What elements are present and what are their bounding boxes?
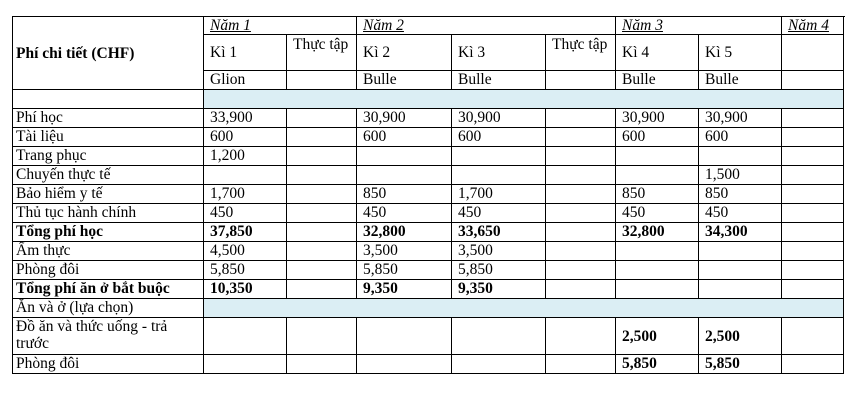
- table-row: [13, 261, 844, 280]
- value-cell: [287, 147, 357, 166]
- value-cell: [782, 204, 844, 223]
- campus-cell: [287, 71, 357, 90]
- value-cell: [287, 109, 357, 128]
- row-label: Tài liệu: [13, 128, 204, 147]
- campus-cell: Bulle: [616, 71, 699, 90]
- value-cell: 34,300: [699, 223, 782, 242]
- value-cell: 3,500: [357, 242, 452, 261]
- value-cell: 4,500: [204, 242, 287, 261]
- value-cell: [616, 147, 699, 166]
- value-cell: 32,800: [357, 223, 452, 242]
- value-cell: [546, 204, 616, 223]
- value-cell: 5,850: [699, 355, 782, 374]
- value-cell: [287, 166, 357, 185]
- value-cell: [782, 280, 844, 299]
- value-cell: [357, 355, 452, 374]
- value-cell: [616, 166, 699, 185]
- term-header: Kì 2: [357, 35, 452, 71]
- campus-cell: [546, 71, 616, 90]
- shaded-spacer: [204, 90, 844, 109]
- value-cell: [546, 223, 616, 242]
- value-cell: [546, 318, 616, 355]
- value-cell: [452, 355, 546, 374]
- value-cell: 600: [357, 128, 452, 147]
- value-cell: [782, 261, 844, 280]
- term-header: Thực tập: [546, 35, 616, 71]
- value-cell: 600: [452, 128, 546, 147]
- row-label: Phí học: [13, 109, 204, 128]
- value-cell: [452, 166, 546, 185]
- value-cell: [782, 185, 844, 204]
- row-label: Phòng đôi: [13, 355, 204, 374]
- value-cell: [546, 355, 616, 374]
- row-label: Đồ ăn và thức uống - trả trước: [13, 318, 204, 355]
- value-cell: [546, 242, 616, 261]
- value-cell: [204, 166, 287, 185]
- term-header: Kì 5: [699, 35, 782, 71]
- value-cell: [452, 147, 546, 166]
- value-cell: 33,900: [204, 109, 287, 128]
- year-2-header: Năm 2: [357, 17, 616, 35]
- value-cell: [287, 223, 357, 242]
- row-label: Ẩm thực: [13, 242, 204, 261]
- value-cell: 33,650: [452, 223, 546, 242]
- campus-cell: Bulle: [699, 71, 782, 90]
- value-cell: 9,350: [357, 280, 452, 299]
- term-header: Thực tập: [287, 35, 357, 71]
- shaded-spacer: [204, 299, 844, 318]
- value-cell: 600: [616, 128, 699, 147]
- value-cell: [357, 166, 452, 185]
- value-cell: 32,800: [616, 223, 699, 242]
- term-header: Kì 3: [452, 35, 546, 71]
- table-row: [13, 147, 844, 166]
- value-cell: 850: [357, 185, 452, 204]
- value-cell: 850: [699, 185, 782, 204]
- value-cell: [287, 261, 357, 280]
- campus-cell: Glion: [204, 71, 287, 90]
- value-cell: [546, 280, 616, 299]
- value-cell: 30,900: [616, 109, 699, 128]
- table-row: [13, 318, 844, 355]
- year-4-header: Năm 4: [782, 17, 844, 35]
- value-cell: [782, 128, 844, 147]
- term-header: Kì 1: [204, 35, 287, 71]
- value-cell: 5,850: [204, 261, 287, 280]
- value-cell: 2,500: [699, 318, 782, 355]
- table-row: [13, 299, 844, 318]
- value-cell: 450: [452, 204, 546, 223]
- value-cell: 600: [699, 128, 782, 147]
- row-label: Phòng đôi: [13, 261, 204, 280]
- value-cell: [782, 223, 844, 242]
- value-cell: [782, 355, 844, 374]
- value-cell: 1,500: [699, 166, 782, 185]
- value-cell: [546, 261, 616, 280]
- campus-cell: Bulle: [357, 71, 452, 90]
- value-cell: 9,350: [452, 280, 546, 299]
- value-cell: [357, 147, 452, 166]
- table-row: [13, 280, 844, 299]
- value-cell: 450: [699, 204, 782, 223]
- value-cell: [287, 128, 357, 147]
- table-row: [13, 166, 844, 185]
- table-row: [13, 109, 844, 128]
- value-cell: 10,350: [204, 280, 287, 299]
- value-cell: [357, 318, 452, 355]
- value-cell: [616, 242, 699, 261]
- value-cell: 5,850: [616, 355, 699, 374]
- value-cell: [699, 261, 782, 280]
- value-cell: [782, 109, 844, 128]
- value-cell: [287, 280, 357, 299]
- value-cell: 850: [616, 185, 699, 204]
- value-cell: [782, 147, 844, 166]
- value-cell: [782, 166, 844, 185]
- value-cell: [546, 147, 616, 166]
- value-cell: [287, 318, 357, 355]
- value-cell: [546, 109, 616, 128]
- value-cell: 1,700: [452, 185, 546, 204]
- value-cell: [287, 185, 357, 204]
- campus-cell: [782, 71, 844, 90]
- value-cell: 30,900: [357, 109, 452, 128]
- value-cell: [699, 147, 782, 166]
- value-cell: 450: [616, 204, 699, 223]
- value-cell: [287, 204, 357, 223]
- spacer-label-cell: [13, 90, 204, 109]
- header-label: Phí chi tiết (CHF): [13, 17, 204, 90]
- row-label: Thủ tục hành chính: [13, 204, 204, 223]
- value-cell: [546, 185, 616, 204]
- value-cell: [204, 355, 287, 374]
- value-cell: 1,200: [204, 147, 287, 166]
- value-cell: 600: [204, 128, 287, 147]
- value-cell: [546, 128, 616, 147]
- value-cell: 2,500: [616, 318, 699, 355]
- value-cell: 450: [357, 204, 452, 223]
- row-label: Tổng phí học: [13, 223, 204, 242]
- value-cell: [204, 318, 287, 355]
- value-cell: 37,850: [204, 223, 287, 242]
- table-row: [13, 185, 844, 204]
- campus-cell: Bulle: [452, 71, 546, 90]
- fee-table: [12, 16, 844, 374]
- row-label: Tổng phí ăn ở bắt buộc: [13, 280, 204, 299]
- term-header: Kì 4: [616, 35, 699, 71]
- row-label: Ăn và ở (lựa chọn): [13, 299, 204, 318]
- value-cell: 30,900: [452, 109, 546, 128]
- row-label: Trang phục: [13, 147, 204, 166]
- value-cell: [782, 318, 844, 355]
- row-label: Chuyến thực tế: [13, 166, 204, 185]
- value-cell: [546, 166, 616, 185]
- value-cell: 3,500: [452, 242, 546, 261]
- table-row: [13, 128, 844, 147]
- row-label: Bảo hiểm y tế: [13, 185, 204, 204]
- term-header: [782, 35, 844, 71]
- table-row: [13, 223, 844, 242]
- value-cell: 450: [204, 204, 287, 223]
- value-cell: [699, 242, 782, 261]
- value-cell: 30,900: [699, 109, 782, 128]
- value-cell: [452, 318, 546, 355]
- value-cell: [699, 280, 782, 299]
- table-row: [13, 355, 844, 374]
- value-cell: 5,850: [357, 261, 452, 280]
- table-row: [13, 204, 844, 223]
- year-1-header: Năm 1: [204, 17, 357, 35]
- value-cell: [616, 280, 699, 299]
- value-cell: [616, 261, 699, 280]
- value-cell: [782, 242, 844, 261]
- value-cell: 1,700: [204, 185, 287, 204]
- value-cell: 5,850: [452, 261, 546, 280]
- value-cell: [287, 242, 357, 261]
- table-row: [13, 242, 844, 261]
- value-cell: [287, 355, 357, 374]
- year-3-header: Năm 3: [616, 17, 782, 35]
